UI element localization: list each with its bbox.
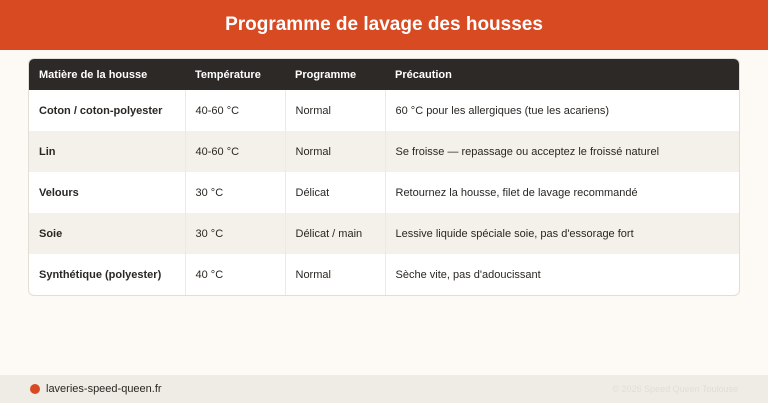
table-cell: Se froisse — repassage ou acceptez le froissé naturel [385,131,739,172]
footer [0,375,768,403]
table-cell: Délicat / main [285,213,385,254]
table-header [29,59,739,90]
column-header: Température [185,59,285,90]
table-cell: 40-60 °C [185,90,285,131]
table-cell: Velours [39,186,79,199]
table-cell: Retournez la housse, filet de lavage recommandé [385,172,739,213]
wash-table [29,59,739,295]
table-cell: Normal [285,254,385,295]
site-link[interactable]: laveries-speed-queen.fr [46,383,162,395]
table-row [29,213,739,254]
table-cell: Sèche vite, pas d'adoucissant [385,254,739,295]
table-cell: Coton / coton-polyester [39,104,163,117]
page-title: Programme de lavage des housses [225,14,543,35]
column-header: Matière de la housse [29,59,185,90]
table-cell: 30 °C [185,213,285,254]
table-row [29,131,739,172]
table-cell: Lin [29,131,185,172]
table-cell: Délicat [285,172,385,213]
table-row [29,172,739,213]
table-row [29,254,739,295]
table-cell: 40-60 °C [185,131,285,172]
table-cell: Soie [29,213,185,254]
column-header: Précaution [385,59,739,90]
copyright: © 2026 Speed Queen Toulouse [612,384,738,394]
wash-table-card [28,58,740,296]
table-cell: 60 °C pour les allergiques (tue les acariens) [385,90,739,131]
table-row [29,90,739,131]
table-cell: Normal [285,90,385,131]
table-cell: 30 °C [185,172,285,213]
page-header [0,0,768,50]
table-cell: Normal [285,131,385,172]
table-cell: Lessive liquide spéciale soie, pas d'essorage fort [385,213,739,254]
column-header: Programme [285,59,385,90]
brand-dot-icon [30,384,40,394]
table-cell: Synthétique (polyester) [39,268,162,281]
table-cell: 40 °C [185,254,285,295]
